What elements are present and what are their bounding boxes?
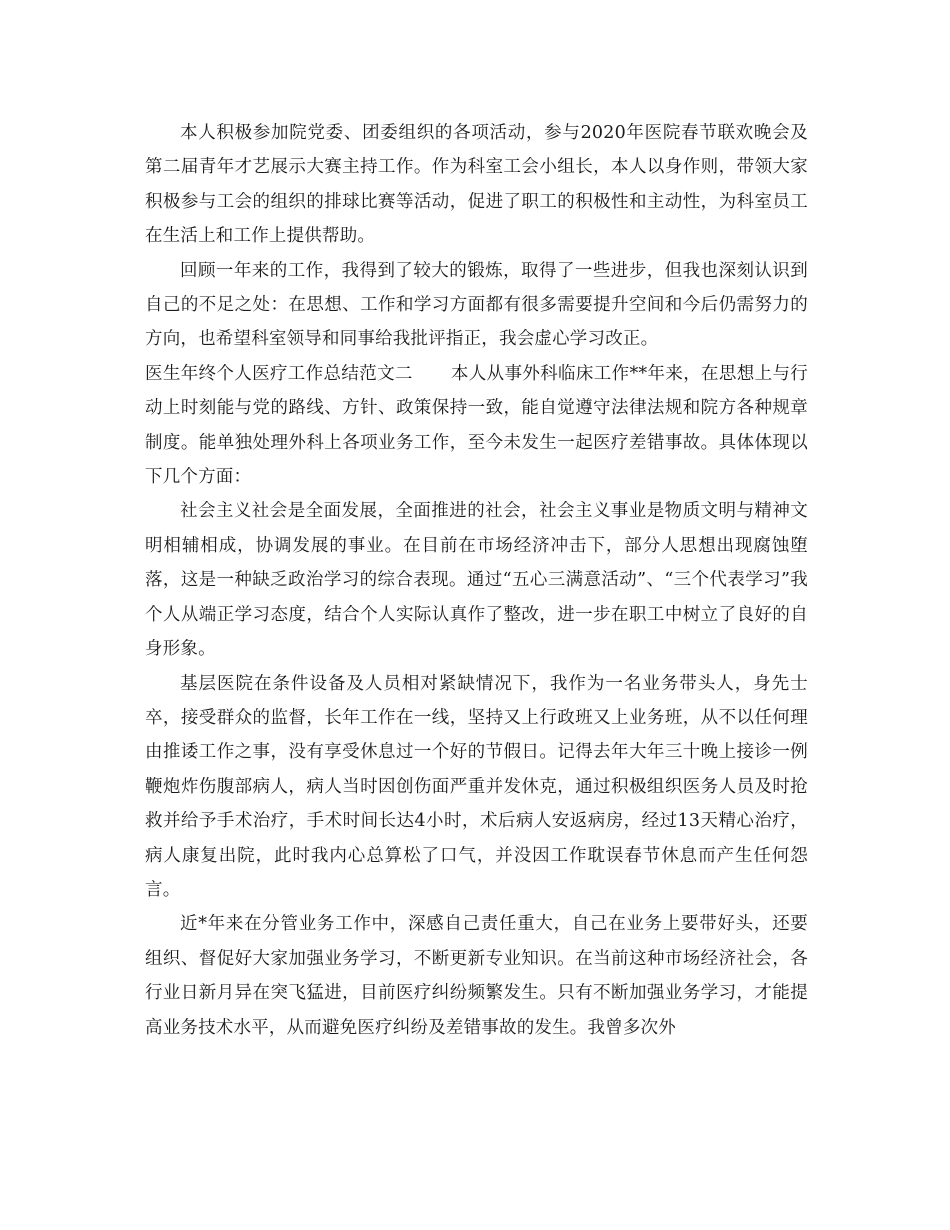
paragraph-grassroots: 基层医院在条件设备及人员相对紧缺情况下，我作为一名业务带头人，身先士卒，接受群众的监督，长年工作在一线，坚持又上行政班又上业务班，从不以任何理由推诿工作之事，没有享受休息过一个好的节假日。记得去年大年三十晚上接诊一例鞭炮炸伤腹部病人，病人当时因创伤面严重并发休克，通过积极组织医务人员及时抢救并给予手术治疗，手术时间长达4小时，术后病人安返病房，经过13天精心治疗，病人康复出院，此时我内心总算松了口气，并没因工作耽误春节休息而产生任何怨言。 — [145, 673, 808, 900]
paragraph-recent-years: 近*年来在分管业务工作中，深感自己责任重大，自己在业务上要带好头，还要组织、督促好大家加强业务学习，不断更新专业知识。在当前这种市场经济社会，各行业日新月异在突飞猛进，目前医疗纠纷频繁发生。只有不断加强业务学习，才能提高业务技术水平，从而避免医疗纠纷及差错事故的发生。我曾多次外 — [145, 914, 808, 1038]
document-body — [145, 116, 808, 1045]
section-intro: 本人从事外科临床工作**年来，在思想上与行动上时刻能与党的路线、方针、政策保持一致，能自觉遵守法律法规和院方各种规章制度。能单独处理外科上各项业务工作，至今未发生一起医疗差错事故。具体体现以下几个方面： — [145, 363, 809, 488]
paragraph-activities: 本人积极参加院党委、团委组织的各项活动，参与2020年医院春节联欢晚会及第二届青年才艺展示大赛主持工作。作为科室工会小组长，本人以身作则，带领大家积极参与工会的组织的排球比赛等活动，促进了职工的积极性和主动性，为科室员工在生活上和工作上提供帮助。 — [145, 123, 808, 247]
section-title: 医生年终个人医疗工作总结范文二 — [145, 363, 413, 384]
section-block — [145, 357, 808, 495]
paragraph-review: 回顾一年来的工作，我得到了较大的锻炼，取得了一些进步，但我也深刻认识到自己的不足之处：在思想、工作和学习方面都有很多需要提升空间和今后仍需努力的方向，也希望科室领导和同事给我批评指正，我会虚心学习改正。 — [145, 260, 808, 350]
paragraph-socialism: 社会主义社会是全面发展，全面推进的社会，社会主义事业是物质文明与精神文明相辅相成，协调发展的事业。在目前在市场经济冲击下，部分人思想出现腐蚀堕落，这是一种缺乏政治学习的综合表现。通过“五心三满意活动”、“三个代表学习”我个人从端正学习态度，结合个人实际认真作了整改，进一步在职工中树立了良好的自身形象。 — [145, 501, 808, 660]
